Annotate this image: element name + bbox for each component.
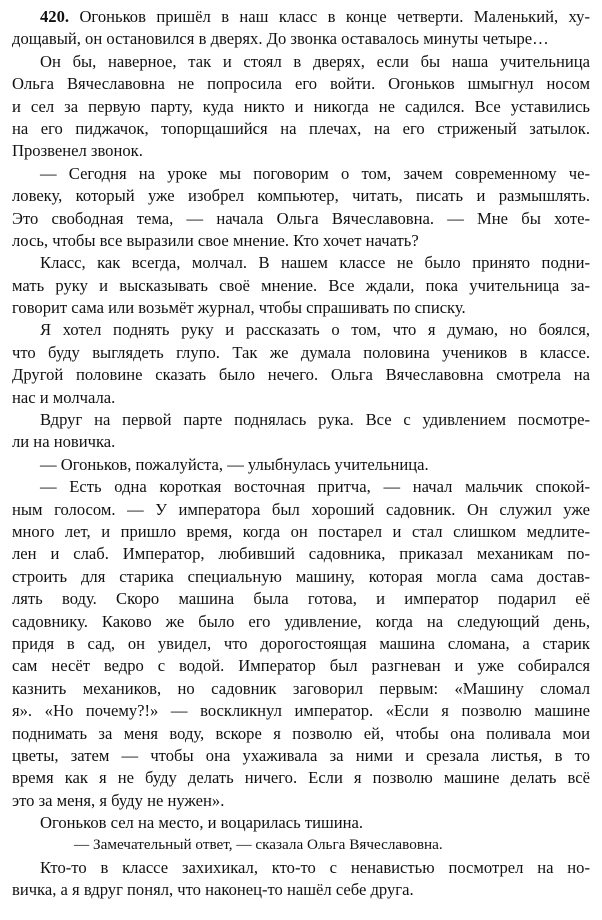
line-text: на его пиджачок, топорщашийся на плечах, на его стриженый затылок. [12,118,590,138]
text-line [12,566,590,588]
line-text: Огоньков сел на место, и воцарилась тишина. [40,813,364,833]
line-text: садовнику. Каково же было его удивление, когда на следующий день, [12,611,590,631]
text-line [12,633,590,655]
text-line [12,342,590,364]
exercise-number: 420. [40,7,70,26]
line-text: казнить механиков, но садовник заговорил первым: «Машину сломал [12,678,590,698]
line-text: Ольга Вячеславовна не попросила его войти. Огоньков шмыгнул носом [12,74,590,94]
text-line [12,655,590,677]
line-text: время как я не буду делать ничего. Если я позволю машине делать всё [12,768,590,788]
line-text: лось, чтобы все выразили свое мнение. Кто хочет начать? [12,230,419,250]
text-line [12,611,590,633]
text-line [12,543,590,565]
line-text: что буду выглядеть глупо. Так же думала половина учеников в классе. [12,342,590,362]
text-line [12,723,590,745]
line-text: — Сегодня на уроке мы поговорим о том, зачем современному че- [40,163,590,183]
text-line [12,230,590,252]
text-line [12,51,590,73]
text-line [12,834,590,856]
line-text: Кто-то в классе захихикал, кто-то с ненавистью посмотрел на но- [40,857,590,877]
line-text: ловеку, который уже изобрел компьютер, читать, писать и размышлять. [12,186,590,206]
line-text: Он бы, наверное, так и стоял в дверях, если бы наша учительница [40,51,590,71]
text-line [12,812,590,834]
line-text: и сел за первую парту, куда никто и никогда не садился. Все уставились [12,96,590,116]
text-line [12,588,590,610]
line-text: Это свободная тема, — начала Ольга Вячеславовна. — Мне бы хоте- [12,208,590,228]
text-line [12,163,590,185]
text-line [12,73,590,95]
line-text: Прозвенел звонок. [12,141,143,161]
line-text: Другой половине сказать было нечего. Ольга Вячеславовна смотрела на [12,365,590,385]
text-line [12,297,590,319]
text-line [12,678,590,700]
text-line [12,364,590,386]
exercise-first-line [12,6,590,28]
text-line [12,767,590,789]
text-line [12,275,590,297]
text-line [12,208,590,230]
line-text: ли на новичка. [12,432,116,452]
text-line [12,745,590,767]
line-text: — Замечательный ответ, — сказала Ольга Вячеславовна. [74,836,443,854]
text-line [12,521,590,543]
text-line [12,319,590,341]
line-text: мать руку и высказывать своё мнение. Все ждали, пока учительница за- [12,275,590,295]
line-text: ным голосом. — У императора был хороший садовник. Он служил уже [12,499,590,519]
line-text: лять воду. Скоро машина была готова, и император подарил её [12,589,590,609]
line-text: Огоньков пришёл в наш класс в конце четверти. Маленький, ху- [69,7,590,26]
text-line [12,118,590,140]
text-line [12,96,590,118]
line-text: цветы, затем — чтобы она ухаживала за ними и срезала листья, в то [12,745,590,765]
exercise-text [12,6,590,902]
text-line [12,140,590,162]
text-line [12,499,590,521]
line-text: — Есть одна короткая восточная притча, — начал мальчик спокой- [40,477,590,497]
text-line [12,28,590,50]
line-text: лен и слаб. Император, любивший садовника, приказал механикам по- [12,544,590,564]
line-text: это за меня, я буду не нужен». [12,790,225,810]
text-line [12,387,590,409]
line-text: — Огоньков, пожалуйста, — улыбнулась учительница. [40,454,429,474]
line-text: Я хотел поднять руку и рассказать о том, что я думаю, но боялся, [40,320,590,340]
line-text: нас и молчала. [12,387,116,407]
line-text: вичка, а я вдруг понял, что наконец-то нашёл себе друга. [12,880,414,900]
text-line [12,790,590,812]
text-line [12,700,590,722]
line-text: сам несёт ведро с водой. Император был разгневан и уже собирался [12,656,590,676]
line-text: придя в сад, он увидел, что дорогостоящая машина сломана, а старик [12,633,590,653]
line-text: Вдруг на первой парте поднялась рука. Все с удивлением посмотре- [40,410,590,430]
text-line [12,252,590,274]
line-text: говорит сама или возьмёт журнал, чтобы спрашивать по списку. [12,298,466,318]
line-text: я». «Но почему?!» — воскликнул император. «Если я позволю машине [12,701,590,721]
text-line [12,879,590,901]
text-line [12,431,590,453]
line-text: Класс, как всегда, молчал. В нашем классе не было принято подни- [40,253,590,273]
line-text: поднимать за меня воду, вскоре я позволю ей, чтобы она поливала мои [12,723,590,743]
text-line [12,476,590,498]
text-line [12,185,590,207]
line-text: строить для старика специальную машину, которая могла сама достав- [12,566,590,586]
text-line [12,454,590,476]
text-line [12,857,590,879]
line-text: дощавый, он остановился в дверях. До звонка оставалось минуты четыре… [12,29,549,49]
text-line [12,409,590,431]
line-text: много лет, и пришло время, когда он постарел и стал слишком медлите- [12,521,590,541]
